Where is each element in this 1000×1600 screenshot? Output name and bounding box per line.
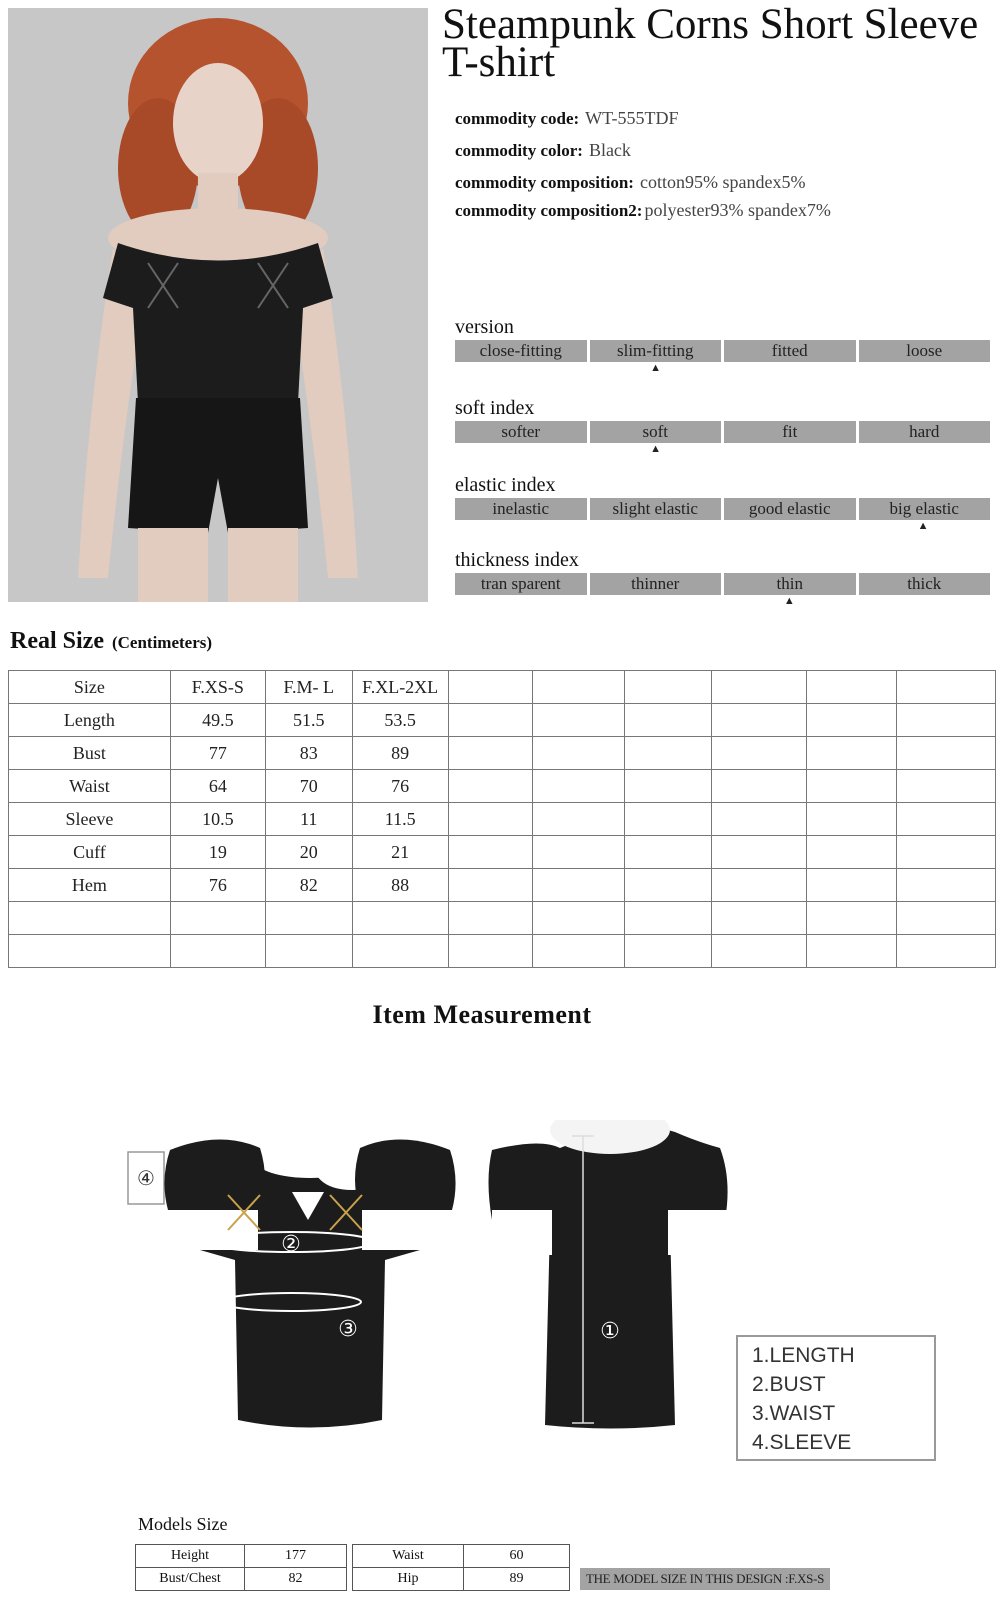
empty-cell [265, 902, 352, 935]
spec-row-composition [455, 172, 831, 200]
index-option: hard [859, 421, 991, 443]
spec-list [455, 108, 831, 228]
index-bar [455, 421, 990, 443]
index-option: tran sparent [455, 573, 587, 595]
table-row [9, 704, 996, 737]
empty-cell [448, 836, 532, 869]
triangle-marker-icon: ▲ [783, 595, 795, 607]
index-marker [455, 362, 990, 374]
soft-index [455, 397, 990, 455]
real-size-heading [10, 628, 212, 655]
empty-cell [532, 803, 625, 836]
empty-cell [352, 935, 448, 968]
empty-cell [712, 935, 807, 968]
empty-cell [532, 935, 625, 968]
spec-row-color [455, 140, 831, 172]
table-row-empty [9, 935, 996, 968]
triangle-marker-icon: ▲ [650, 443, 662, 455]
index-option: thinner [590, 573, 722, 595]
empty-cell [807, 935, 897, 968]
index-title: thickness index [455, 549, 579, 571]
index-option: soft [590, 421, 722, 443]
empty-cell [712, 671, 807, 704]
spec-value: Black [588, 140, 631, 160]
table-cell: Length [9, 704, 171, 737]
empty-cell [897, 869, 996, 902]
empty-cell [448, 671, 532, 704]
empty-cell [9, 902, 171, 935]
empty-cell [712, 770, 807, 803]
index-marker [455, 443, 990, 455]
index-bar [455, 573, 990, 595]
index-option: inelastic [455, 498, 587, 520]
empty-cell [897, 704, 996, 737]
table-cell: Hip [353, 1568, 464, 1591]
index-option: slim-fitting [590, 340, 722, 362]
empty-cell [807, 671, 897, 704]
table-cell: 83 [265, 737, 352, 770]
empty-cell [625, 935, 712, 968]
empty-cell [897, 935, 996, 968]
empty-cell [448, 869, 532, 902]
legend-item: 1.LENGTH [752, 1344, 855, 1367]
table-cell: Bust [9, 737, 171, 770]
models-table-left [135, 1544, 347, 1591]
empty-cell [625, 836, 712, 869]
table-header-cell: F.M- L [265, 671, 352, 704]
empty-cell [897, 803, 996, 836]
spec-value: cotton95% spandex5% [639, 172, 806, 192]
empty-cell [448, 704, 532, 737]
legend-item: 2.BUST [752, 1373, 826, 1396]
table-cell: 11.5 [352, 803, 448, 836]
marker-2: ② [281, 1232, 301, 1257]
empty-cell [532, 770, 625, 803]
index-option: good elastic [724, 498, 856, 520]
index-marker [455, 520, 990, 532]
empty-cell [897, 902, 996, 935]
table-row [353, 1545, 570, 1568]
item-measurement-title: Item Measurement [372, 1000, 592, 1029]
table-cell: 19 [170, 836, 265, 869]
index-title: soft index [455, 397, 535, 419]
table-cell: 70 [265, 770, 352, 803]
empty-cell [897, 770, 996, 803]
empty-cell [807, 770, 897, 803]
table-cell: 53.5 [352, 704, 448, 737]
product-title: Steampunk Corns Short Sleeve T-shirt [442, 1, 979, 86]
empty-cell [532, 836, 625, 869]
spec-label: commodity color: [455, 141, 583, 160]
spec-row-composition2 [455, 200, 831, 228]
table-row [9, 770, 996, 803]
empty-cell [712, 836, 807, 869]
index-title: elastic index [455, 474, 556, 496]
index-option: close-fitting [455, 340, 587, 362]
table-cell: 82 [245, 1568, 347, 1591]
table-cell: 177 [245, 1545, 347, 1568]
table-cell: Waist [9, 770, 171, 803]
model-photo [8, 8, 428, 602]
table-row [9, 737, 996, 770]
back-shirt [489, 1120, 729, 1429]
empty-cell [712, 704, 807, 737]
spec-label: commodity code: [455, 109, 580, 128]
index-option: thin [724, 573, 856, 595]
triangle-marker-icon: ▲ [917, 520, 929, 532]
table-header-cell: F.XL-2XL [352, 671, 448, 704]
table-cell: Cuff [9, 836, 171, 869]
index-option: softer [455, 421, 587, 443]
empty-cell [625, 803, 712, 836]
empty-cell [448, 902, 532, 935]
empty-cell [625, 671, 712, 704]
marker-3: ③ [338, 1317, 358, 1342]
table-row [9, 803, 996, 836]
empty-cell [352, 902, 448, 935]
real-size-title: Real Size [10, 628, 104, 654]
table-row [9, 836, 996, 869]
model-size-note: THE MODEL SIZE IN THIS DESIGN :F.XS-S [580, 1568, 830, 1590]
index-bar [455, 340, 990, 362]
empty-cell [532, 902, 625, 935]
table-row [9, 869, 996, 902]
empty-cell [448, 737, 532, 770]
empty-cell [712, 803, 807, 836]
empty-cell [9, 935, 171, 968]
empty-cell [532, 671, 625, 704]
table-cell: Waist [353, 1545, 464, 1568]
front-shirt [160, 1130, 456, 1428]
empty-cell [625, 902, 712, 935]
table-cell: 89 [352, 737, 448, 770]
spec-value: WT-555TDF [585, 108, 679, 128]
table-cell: 76 [352, 770, 448, 803]
table-row [136, 1545, 347, 1568]
empty-cell [170, 935, 265, 968]
empty-cell [448, 803, 532, 836]
empty-cell [807, 737, 897, 770]
index-option: big elastic [859, 498, 991, 520]
index-option: fit [724, 421, 856, 443]
empty-cell [897, 836, 996, 869]
empty-cell [807, 869, 897, 902]
empty-cell [625, 737, 712, 770]
version-index [455, 316, 990, 374]
table-cell: 64 [170, 770, 265, 803]
empty-cell [712, 902, 807, 935]
spec-row-code [455, 108, 831, 140]
table-cell: 49.5 [170, 704, 265, 737]
table-row [136, 1568, 347, 1591]
empty-cell [897, 737, 996, 770]
table-cell: 76 [170, 869, 265, 902]
table-row [353, 1568, 570, 1591]
empty-cell [625, 704, 712, 737]
size-table [8, 670, 996, 968]
models-size-title: Models Size [138, 1514, 228, 1534]
index-bar [455, 498, 990, 520]
index-option: loose [859, 340, 991, 362]
table-cell: 11 [265, 803, 352, 836]
empty-cell [532, 869, 625, 902]
table-cell: 21 [352, 836, 448, 869]
index-title: version [455, 316, 514, 338]
empty-cell [712, 869, 807, 902]
thickness-index [455, 549, 990, 607]
table-cell: Height [136, 1545, 245, 1568]
table-cell: 20 [265, 836, 352, 869]
table-cell: Bust/Chest [136, 1568, 245, 1591]
empty-cell [625, 869, 712, 902]
empty-cell [532, 737, 625, 770]
empty-cell [807, 836, 897, 869]
table-header-row [9, 671, 996, 704]
empty-cell [712, 737, 807, 770]
models-table-right [352, 1544, 570, 1591]
empty-cell [448, 770, 532, 803]
table-header-cell: Size [9, 671, 171, 704]
table-cell: 77 [170, 737, 265, 770]
legend-item: 4.SLEEVE [752, 1431, 852, 1454]
index-option: fitted [724, 340, 856, 362]
empty-cell [265, 935, 352, 968]
elastic-index [455, 474, 990, 532]
marker-1: ① [600, 1319, 620, 1344]
table-row-empty [9, 902, 996, 935]
table-cell: 51.5 [265, 704, 352, 737]
empty-cell [807, 704, 897, 737]
table-cell: Sleeve [9, 803, 171, 836]
index-option: thick [859, 573, 991, 595]
table-header-cell: F.XS-S [170, 671, 265, 704]
index-marker [455, 595, 990, 607]
table-cell: Hem [9, 869, 171, 902]
real-size-unit: (Centimeters) [111, 633, 213, 652]
empty-cell [448, 935, 532, 968]
index-option: slight elastic [590, 498, 722, 520]
table-cell: 89 [464, 1568, 570, 1591]
sleeve-marker-box [128, 1152, 164, 1204]
measurement-legend [736, 1335, 936, 1461]
table-cell: 88 [352, 869, 448, 902]
table-cell: 60 [464, 1545, 570, 1568]
marker-4: ④ [137, 1166, 155, 1190]
empty-cell [532, 704, 625, 737]
spec-label: commodity composition: [455, 173, 634, 192]
table-cell: 82 [265, 869, 352, 902]
spec-value: polyester93% spandex7% [644, 200, 831, 220]
empty-cell [897, 671, 996, 704]
empty-cell [807, 902, 897, 935]
triangle-marker-icon: ▲ [650, 362, 662, 374]
empty-cell [170, 902, 265, 935]
spec-label: commodity composition2: [455, 201, 643, 220]
empty-cell [807, 803, 897, 836]
empty-cell [625, 770, 712, 803]
legend-item: 3.WAIST [752, 1402, 836, 1425]
table-cell: 10.5 [170, 803, 265, 836]
